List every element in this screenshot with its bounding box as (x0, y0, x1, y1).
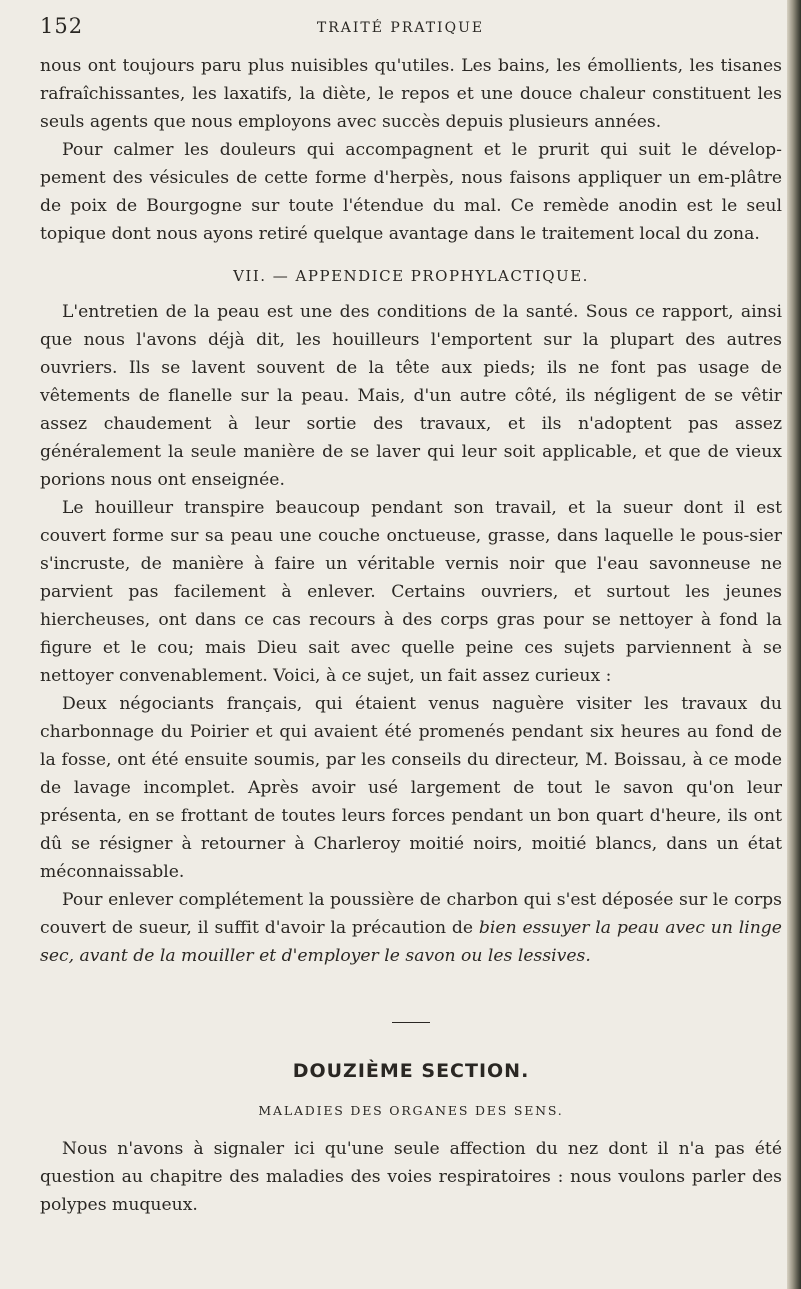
running-head: TRAITÉ PRATIQUE (316, 20, 485, 36)
section-12-title: DOUZIÈME SECTION. (292, 1060, 530, 1082)
section-vii-paragraph-2: Le houilleur transpire beaucoup pendant son travail, et la sueur dont il est couvert forme sur sa peau une couche onctueuse, grasse, dans laquelle le pous-sier s'incruste, de manière à faire un véritable vernis noir que l'eau savonneuse ne parvient pas facilement à enlever. Certains ouvriers, et surtout les jeunes hiercheuses, ont dans ce cas recours à des corps gras pour se nettoyer à fond la figure et le cou; mais Dieu sait avec quelle peine ces sujets parviennent à se nettoyer convenablement. Voici, à ce sujet, un fait assez curieux : (40, 498, 782, 686)
page-body (40, 52, 782, 1219)
intro-paragraph-2: Pour calmer les douleurs qui accompagnent et le prurit qui suit le dévelop-pement des vésicules de cette forme d'herpès, nous faisons appliquer un em-plâtre de poix de Bourgogne sur toute l'étendue du mal. Ce remède anodin est le seul topique dont nous ayons retiré quelque avantage dans le traitement local du zona. (40, 140, 782, 244)
intro-paragraph-1: nous ont toujours paru plus nuisibles qu'utiles. Les bains, les émollients, les tisanes rafraîchissantes, les laxatifs, la diète, le repos et une douce chaleur constituent les seuls agents que nous employons avec succès depuis plusieurs années. (40, 56, 782, 132)
section-12-paragraph-1: Nous n'avons à signaler ici qu'une seule affection du nez dont il n'a pas été question au chapitre des maladies des voies respiratoires : nous voulons parler des polypes muqueux. (40, 1139, 782, 1215)
section-divider (392, 1022, 430, 1023)
page-number: 152 (40, 14, 84, 38)
section-vii-paragraph-4 (40, 886, 782, 970)
section-vii-paragraph-1: L'entretien de la peau est une des conditions de la santé. Sous ce rapport, ainsi que nous l'avons déjà dit, les houilleurs l'emportent sur la plupart des autres ouvriers. Ils se lavent souvent de la tête aux pieds; ils ne font pas usage de vêtements de flanelle sur la peau. Mais, d'un autre côté, ils négligent de se vêtir assez chaudement à leur sortie des travaux, et ils n'adoptent pas assez généralement la seule manière de se laver qui leur soit applicable, et que de vieux porions nous ont enseignée. (40, 302, 782, 490)
page-edge (787, 0, 801, 1289)
section-vii-heading: VII. — APPENDICE PROPHYLACTIQUE. (233, 267, 589, 285)
paragraph-4-italic: bien essuyer la peau avec un linge sec, avant de la mouiller et d'employer le savon ou les lessives. (40, 918, 782, 966)
section-12-subtitle: MALADIES DES ORGANES DES SENS. (258, 1103, 564, 1118)
paragraph-4-text: Pour enlever complétement la poussière de charbon qui s'est déposée sur le corps couvert de sueur, il suffit d'avoir la précaution de (40, 890, 782, 938)
section-vii-paragraph-3: Deux négociants français, qui étaient venus naguère visiter les travaux du charbonnage du Poirier et qui avaient été promenés pendant six heures au fond de la fosse, ont été ensuite soumis, par les conseils du directeur, M. Boissau, à ce mode de lavage incomplet. Après avoir usé largement de tout le savon qu'on leur présenta, en se frottant de toutes leurs forces pendant un bon quart d'heure, ils ont dû se résigner à retourner à Charleroy moitié noirs, moitié blancs, dans un état méconnaissable. (40, 694, 782, 882)
